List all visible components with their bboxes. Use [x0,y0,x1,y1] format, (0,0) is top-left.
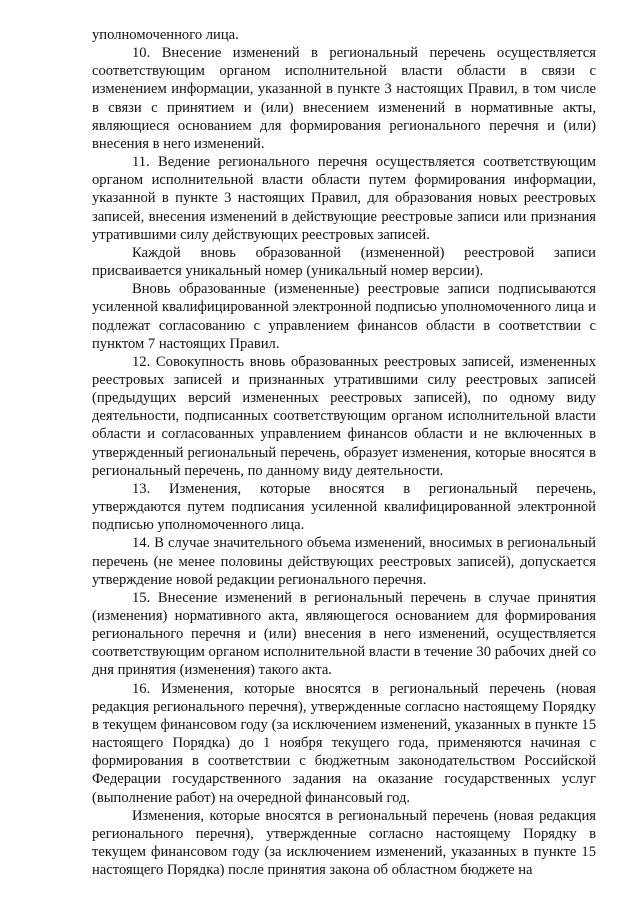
paragraph-16: 16. Изменения, которые вносятся в региональный перечень (новая редакция регионального перечня), утвержденные согласно настоящему Порядку в текущем финансовом году (за исключением изменений, указанных в пункте 15 настоящего Порядка) до 1 ноября текущего года, применяются начиная с формирования в соответствии с бюджетным законодательством Российской Федерации государственного задания на оказание государственных услуг (выполнение работ) на очередной финансовый год. [92,680,596,806]
paragraph-15: 15. Внесение изменений в региональный перечень в случае принятия (изменения) нормативного акта, являющегося основанием для формирования регионального перечня и (или) внесения в него изменений, осуществляется соответствующим органом исполнительной власти в течение 30 рабочих дней со дня принятия (изменения) такого акта. [92,589,596,679]
paragraph-16-continued: Изменения, которые вносятся в региональный перечень (новая редакция регионального перечня), утвержденные согласно настоящему Порядку в текущем финансовом году (за исключением изменений, указанных в пункте 15 настоящего Порядка) после принятия закона об областном бюджете на [92,807,596,879]
paragraph-11-unique-number: Каждой вновь образованной (измененной) реестровой записи присваивается уникальный номер (уникальный номер версии). [92,244,596,280]
paragraph-12: 12. Совокупность вновь образованных реестровых записей, измененных реестровых записей и признанных утратившими силу реестровых записей (предыдущих версий измененных реестровых записей), по одному виду деятельности, подписанных соответствующим органом исполнительной власти области и согласованных управлением финансов области и не включенных в утвержденный региональный перечень, образует изменения, которые вносятся в региональный перечень, по данному виду деятельности. [92,353,596,479]
paragraph-11: 11. Ведение регионального перечня осуществляется соответствующим органом исполнительной власти области путем формирования информации, указанной в пункте 3 настоящих Правил, для образования новых реестровых записей, внесения изменений в действующие реестровые записи или признания утратившими силу действующих реестровых записей. [92,154,596,243]
paragraph-11-signature: Вновь образованные (измененные) реестровые записи подписываются усиленной квалифицированной электронной подписью уполномоченного лица и подлежат согласованию с управлением финансов области в соответствии с пунктом 7 настоящих Правил. [92,281,596,352]
paragraph-13: 13. Изменения, которые вносятся в региональный перечень, утверждаются путем подписания усиленной квалифицированной электронной подписью уполномоченного лица. [92,480,596,534]
paragraph-14: 14. В случае значительного объема изменений, вносимых в региональный перечень (не менее половины действующих реестровых записей), допускается утверждение новой редакции регионального перечня. [92,535,596,588]
document-body [92,26,596,879]
paragraph-continuation: уполномоченного лица. [92,27,239,43]
paragraph-10: 10. Внесение изменений в региональный перечень осуществляется соответствующим органом исполнительной власти области в связи с изменением информации, указанной в пункте 3 настоящих Правил, в том числе в связи с принятием и (или) внесением изменений в нормативные акты, являющиеся основанием для формирования регионального перечня и (или) внесения в него изменений. [92,45,596,152]
